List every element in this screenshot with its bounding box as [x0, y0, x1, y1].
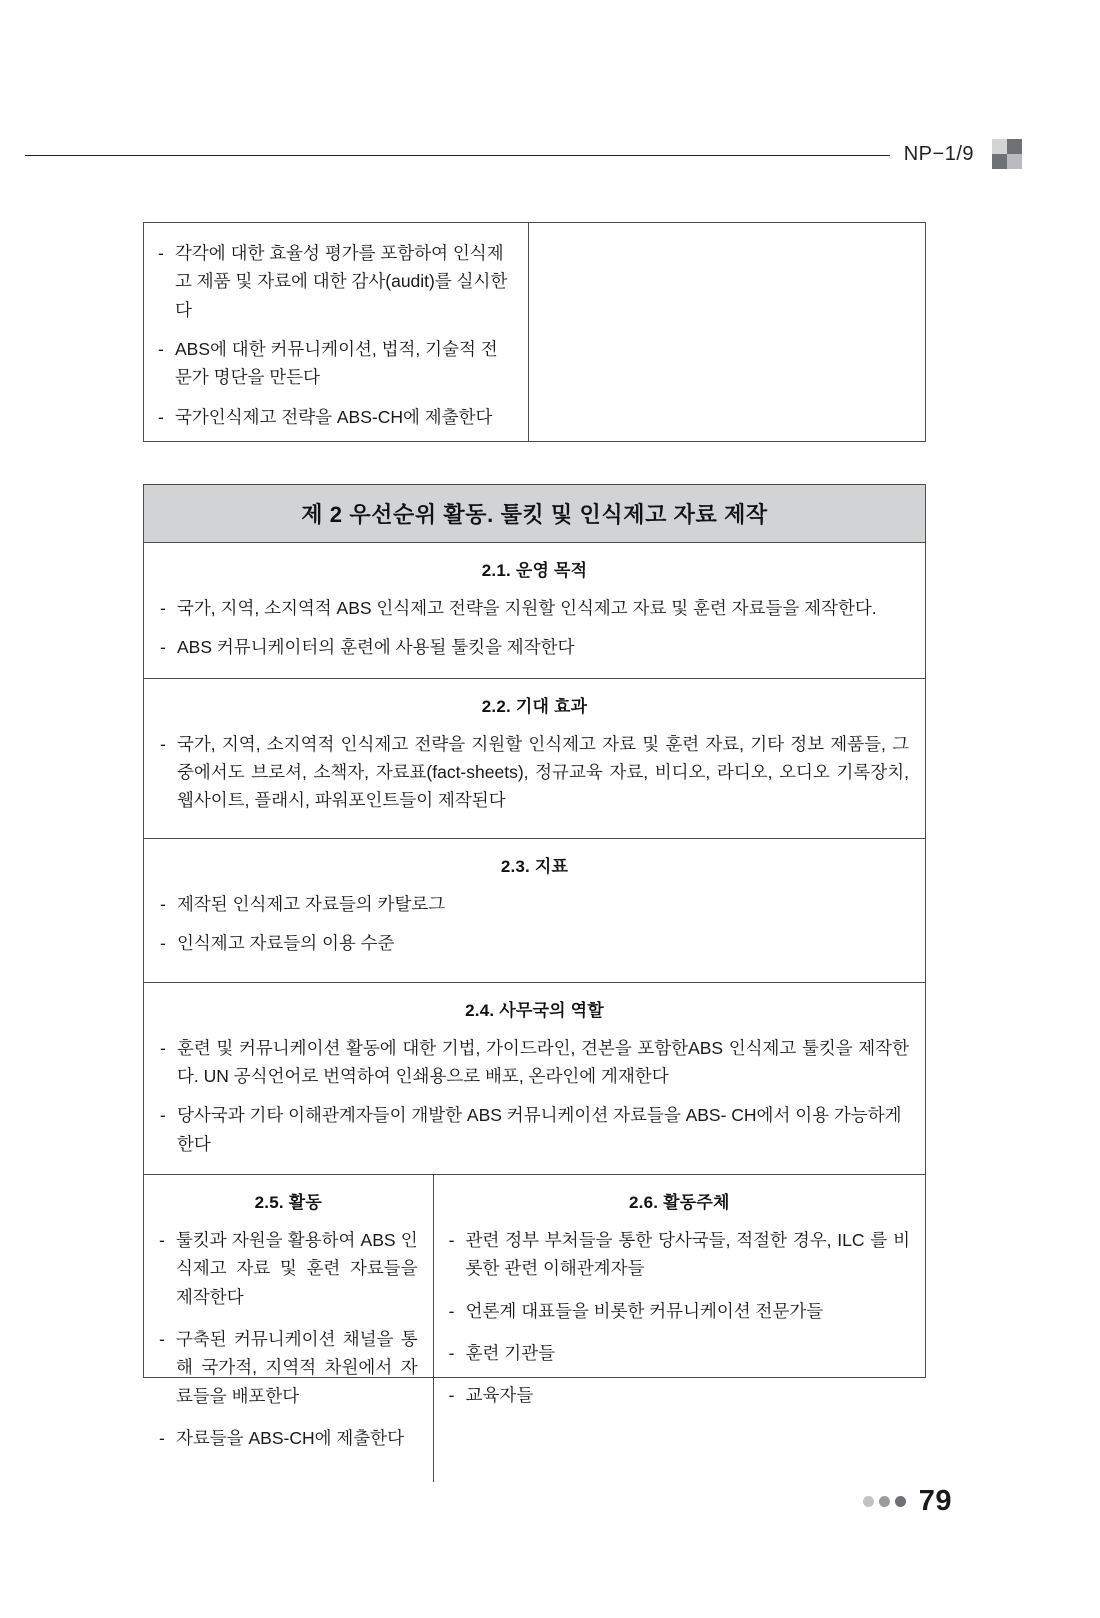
dot-dark: [895, 1496, 906, 1507]
checker-bottom-left: [992, 154, 1007, 169]
list-item: [158, 403, 514, 431]
list-item: [158, 335, 514, 392]
section-item-list: [160, 730, 909, 815]
page-number: 79: [918, 1485, 952, 1517]
bullet-dash: -: [158, 243, 164, 263]
section-item-list: [159, 1226, 418, 1452]
bullet-dash: -: [160, 598, 166, 618]
list-item-text: 언론계 대표들을 비롯한 커뮤니케이션 전문가들: [465, 1300, 824, 1321]
bullet-dash: -: [160, 933, 166, 954]
list-item-text: 툴킷과 자원을 활용하여 ABS 인식제고 자료 및 훈련 자료들을 제작한다: [176, 1230, 418, 1307]
checker-bottom-right: [1007, 154, 1022, 169]
list-item-text: ABS 커뮤니케이터의 훈련에 사용될 툴킷을 제작한다: [177, 637, 575, 658]
list-item: [160, 1034, 909, 1091]
section-item-list: [449, 1226, 910, 1410]
running-head-label: NP−1/9: [903, 142, 974, 165]
section-title: 2.3. 지표: [500, 856, 569, 876]
priority-activity-table: [143, 484, 926, 1449]
list-item: [160, 730, 909, 815]
list-item-text: 관련 정부 부처들을 통한 당사국들, 적절한 경우, ILC 를 비롯한 관련 이해관계자들: [465, 1230, 910, 1279]
bullet-dash: -: [160, 1105, 166, 1126]
list-item: [159, 1325, 418, 1410]
bullet-dash: -: [158, 339, 164, 360]
list-item-text: 자료들을 ABS-CH에 제출한다: [176, 1428, 404, 1449]
bullet-dash: -: [160, 637, 166, 658]
section-2-2: [144, 679, 925, 839]
section-title: 2.4. 사무국의 역할: [465, 1000, 604, 1020]
list-item: [160, 633, 909, 661]
section-2-4: [144, 983, 925, 1175]
list-item: [158, 239, 514, 324]
list-item-text: 교육자들: [465, 1385, 534, 1406]
list-item-text: 제작된 인식제고 자료들의 카탈로그: [177, 893, 446, 914]
section-title: 2.6. 활동주체: [629, 1193, 730, 1213]
list-item: [449, 1381, 910, 1409]
list-item: [160, 890, 909, 918]
list-item: [160, 594, 909, 622]
list-item-text: 훈련 및 커뮤니케이션 활동에 대한 기법, 가이드라인, 견본을 포함한ABS 인식제고 툴킷을 제작한다. UN 공식언어로 번역하여 인쇄용으로 배포, 온라인에 게재한다: [177, 1037, 909, 1087]
bullet-dash: -: [160, 893, 166, 914]
list-item-text: 국가, 지역, 소지역적 ABS 인식제고 전략을 지원할 인식제고 자료 및 훈련 자료들을 제작한다.: [177, 598, 877, 618]
checker-top-right: [1007, 139, 1022, 154]
section-item-list: [160, 890, 909, 958]
section-title: 2.2. 기대 효과: [481, 696, 588, 716]
section-2-6: [434, 1175, 925, 1482]
list-item: [449, 1339, 910, 1367]
list-item-text: 국가, 지역, 소지역적 인식제고 전략을 지원할 인식제고 자료 및 훈련 자료, 기타 정보 제품들, 그 중에서도 브로셔, 소책자, 자료표(fact-sheets), 정규교육 자료, 비디오, 라디오, 오디오 기록장치, 웹사이트, 플래시, 파워포인트들이 제작된다: [177, 733, 909, 811]
section-2-1: [144, 543, 925, 679]
section-title: 2.1. 운영 목적: [481, 561, 588, 580]
page-footer: [863, 1485, 952, 1518]
bullet-dash: -: [160, 1037, 166, 1058]
continuation-table-left-cell: [144, 223, 529, 441]
continuation-table: [143, 222, 926, 442]
bullet-dash: -: [159, 1329, 165, 1350]
checkered-square-icon: [992, 139, 1022, 169]
table-band-title: 제 2 우선순위 활동. 툴킷 및 인식제고 자료 제작: [144, 485, 925, 543]
bullet-dash: -: [448, 1343, 455, 1364]
list-item-text: 당사국과 기타 이해관계자들이 개발한 ABS 커뮤니케이션 자료들을 ABS- CH에서 이용 가능하게 한다: [177, 1105, 902, 1154]
bullet-dash: -: [160, 733, 166, 754]
list-item-text: 각각에 대한 효율성 평가를 포함하여 인식제고 제품 및 자료에 대한 감사(audit)를 실시한다: [175, 243, 508, 320]
section-item-list: [160, 594, 909, 662]
list-item: [160, 929, 909, 957]
list-item-text: 인식제고 자료들의 이용 수준: [177, 933, 395, 954]
list-item: [159, 1226, 418, 1311]
list-item-text: 구축된 커뮤니케이션 채널을 통해 국가적, 지역적 차원에서 자료들을 배포한다: [176, 1329, 418, 1406]
section-2-5: [144, 1175, 434, 1482]
bullet-dash: -: [448, 1385, 455, 1406]
continuation-table-right-cell: [529, 223, 925, 441]
three-dots-icon: [863, 1496, 906, 1507]
bullet-dash: -: [159, 1428, 165, 1449]
dot-medium: [879, 1496, 890, 1507]
list-item-text: 국가인식제고 전략을 ABS-CH에 제출한다: [175, 406, 493, 427]
list-item: [160, 1101, 909, 1158]
section-2-3: [144, 839, 925, 983]
section-split-row: [144, 1175, 925, 1482]
section-item-list: [160, 1034, 909, 1158]
bullet-dash: -: [448, 1300, 455, 1321]
list-item: [449, 1297, 910, 1325]
list-item-text: 훈련 기관들: [465, 1343, 556, 1364]
list-item: [449, 1226, 910, 1283]
header-rule: [25, 155, 890, 156]
list-item-text: ABS에 대한 커뮤니케이션, 법적, 기술적 전문가 명단을 만든다: [175, 339, 498, 388]
bullet-dash: -: [159, 1230, 165, 1251]
running-header: [0, 128, 1100, 180]
continuation-item-list: [158, 239, 514, 431]
dot-light: [863, 1496, 874, 1507]
bullet-dash: -: [158, 406, 164, 427]
bullet-dash: -: [448, 1230, 455, 1251]
checker-top-left: [992, 139, 1007, 154]
list-item: [159, 1424, 418, 1452]
section-title: 2.5. 활동: [254, 1193, 322, 1213]
